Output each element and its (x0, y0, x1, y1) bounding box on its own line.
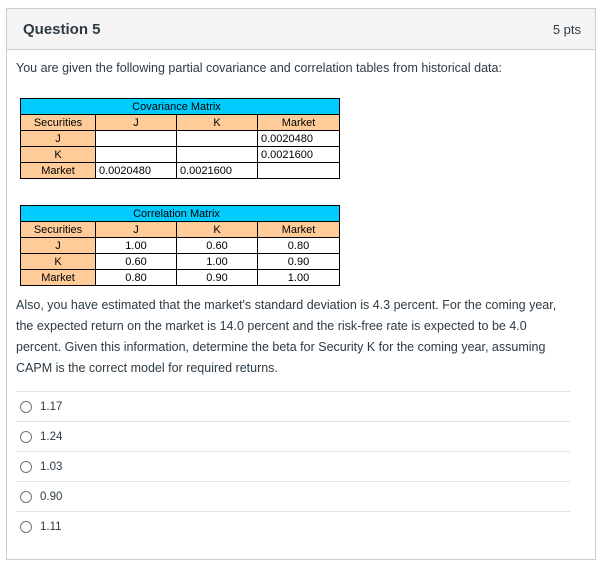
corr-header: K (177, 222, 258, 238)
cov-cell: 0.0021600 (258, 147, 340, 163)
cov-cell: 0.0020480 (96, 163, 177, 179)
cov-cell: 0.0021600 (177, 163, 258, 179)
answer-label[interactable]: 1.17 (40, 400, 63, 413)
answer-option[interactable] (16, 421, 570, 451)
answer-option[interactable] (16, 481, 570, 511)
cov-cell (96, 131, 177, 147)
corr-cell: 0.60 (177, 238, 258, 254)
corr-row-k (21, 254, 340, 270)
corr-row-label: Market (21, 270, 96, 286)
cov-cell (258, 163, 340, 179)
cov-header: Market (258, 115, 340, 131)
correlation-caption: Correlation Matrix (96, 206, 258, 222)
cov-row-label: Market (21, 163, 96, 179)
cov-row-j (21, 131, 340, 147)
answer-option[interactable] (16, 511, 570, 541)
cov-header: Securities (21, 115, 96, 131)
radio-button[interactable] (20, 431, 32, 443)
corr-cell: 1.00 (177, 254, 258, 270)
covariance-caption: Covariance Matrix (96, 99, 258, 115)
corr-row-label: K (21, 254, 96, 270)
corr-cell: 0.90 (258, 254, 340, 270)
question-points: 5 pts (552, 21, 581, 37)
radio-button[interactable] (20, 491, 32, 503)
question-text: Also, you have estimated that the market's standard deviation is 4.3 percent. For the coming year, the expected return on the market is 14.0 percent and the risk-free rate is expected to be 4.0 percent. Given this information, determine the beta for Security K for the coming year, assuming CAPM is the correct model for required returns. (16, 298, 557, 375)
corr-row-label: J (21, 238, 96, 254)
question-header (7, 9, 595, 50)
corr-header: J (96, 222, 177, 238)
answer-option[interactable] (16, 391, 570, 421)
answer-option[interactable] (16, 451, 570, 481)
cov-cell (96, 147, 177, 163)
corr-cell: 0.80 (96, 270, 177, 286)
cov-row-label: K (21, 147, 96, 163)
answer-label[interactable]: 1.11 (40, 520, 62, 533)
corr-cell: 0.60 (96, 254, 177, 270)
covariance-table (20, 98, 340, 179)
cov-cell (177, 147, 258, 163)
radio-button[interactable] (20, 401, 32, 413)
cov-cell: 0.0020480 (258, 131, 340, 147)
correlation-table (20, 205, 340, 286)
question-title: Question 5 (23, 20, 101, 38)
cov-header: K (177, 115, 258, 131)
radio-button[interactable] (20, 461, 32, 473)
corr-row-market (21, 270, 340, 286)
cov-cell (177, 131, 258, 147)
corr-cell: 1.00 (258, 270, 340, 286)
intro-text: You are given the following partial covariance and correlation tables from historical data: (16, 61, 502, 75)
corr-cell: 0.90 (177, 270, 258, 286)
answer-label[interactable]: 1.24 (40, 430, 63, 443)
radio-button[interactable] (20, 521, 32, 533)
answer-label[interactable]: 1.03 (40, 460, 63, 473)
corr-header: Securities (21, 222, 96, 238)
corr-cell: 1.00 (96, 238, 177, 254)
cov-row-k (21, 147, 340, 163)
corr-row-j (21, 238, 340, 254)
cov-row-market (21, 163, 340, 179)
answer-list (16, 391, 570, 541)
cov-row-label: J (21, 131, 96, 147)
corr-cell: 0.80 (258, 238, 340, 254)
answer-label[interactable]: 0.90 (40, 490, 63, 503)
cov-header: J (96, 115, 177, 131)
corr-header: Market (258, 222, 340, 238)
